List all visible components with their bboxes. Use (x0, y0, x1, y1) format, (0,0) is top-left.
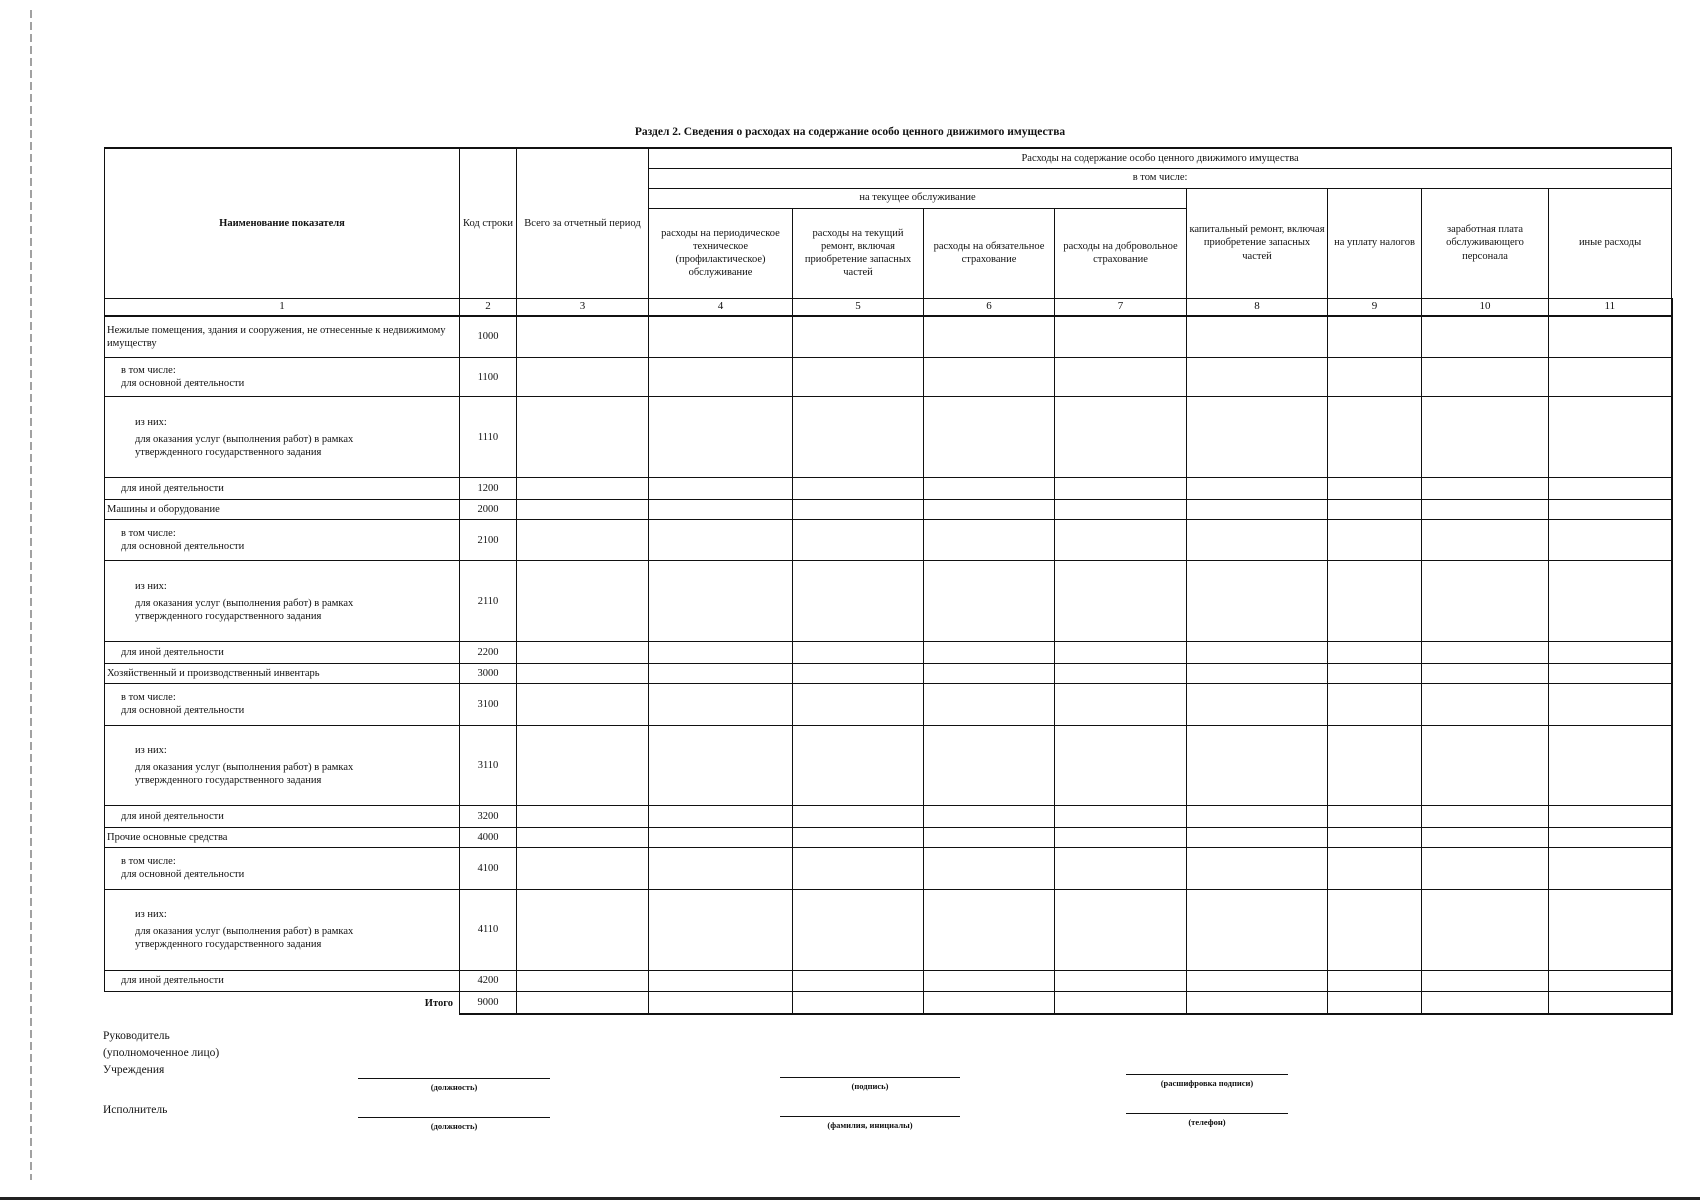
sig-line-decode (1126, 1074, 1288, 1075)
table-row (105, 358, 1672, 397)
row-code: 3110 (460, 725, 517, 806)
total-value-cell[interactable] (1187, 992, 1328, 1014)
value-cell[interactable] (517, 478, 649, 500)
value-cell[interactable] (649, 828, 793, 848)
value-cell[interactable] (1422, 561, 1549, 642)
value-cell[interactable] (924, 316, 1055, 358)
value-cell[interactable] (649, 725, 793, 806)
total-code: 9000 (460, 992, 517, 1014)
column-number: 1 (105, 298, 460, 316)
value-cell[interactable] (649, 683, 793, 725)
table-header (105, 148, 1672, 316)
total-value-cell[interactable] (793, 992, 924, 1014)
sig-cap-signature: (подпись) (851, 1081, 889, 1091)
row-code: 4000 (460, 828, 517, 848)
row-name (105, 500, 460, 520)
row-prefix: в том числе: (121, 365, 176, 377)
section-title: Раздел 2. Сведения о расходах на содержание особо ценного движимого имущества (634, 126, 1066, 138)
total-value-cell[interactable] (1422, 992, 1549, 1014)
value-cell[interactable] (517, 806, 649, 828)
column-number: 9 (1328, 298, 1422, 316)
value-cell[interactable] (1549, 500, 1672, 520)
header-col6: расходы на обязательное страхование (924, 208, 1055, 298)
row-code: 3200 (460, 806, 517, 828)
row-name (105, 683, 460, 725)
value-cell[interactable] (517, 642, 649, 664)
row-label: Нежилые помещения, здания и сооружения, не отнесенные к недвижимому имуществу (107, 324, 446, 350)
row-label: для иной деятельности (121, 647, 224, 659)
row-label: для оказания услуг (выполнения работ) в рамках утвержденного государственного задания (135, 597, 354, 622)
value-cell[interactable] (517, 848, 649, 890)
value-cell[interactable] (924, 848, 1055, 890)
value-cell[interactable] (924, 725, 1055, 806)
value-cell[interactable] (1422, 358, 1549, 397)
total-label: Итого (424, 997, 453, 1009)
value-cell[interactable] (924, 358, 1055, 397)
value-cell[interactable] (1055, 828, 1187, 848)
sig-cap-phone: (телефон) (1188, 1117, 1226, 1127)
row-name (105, 806, 460, 828)
value-cell[interactable] (517, 397, 649, 478)
row-code: 2000 (460, 500, 517, 520)
header-col9: на уплату налогов (1328, 188, 1422, 298)
value-cell[interactable] (1055, 970, 1187, 992)
value-cell[interactable] (517, 561, 649, 642)
value-cell[interactable] (793, 725, 924, 806)
value-cell[interactable] (1422, 500, 1549, 520)
value-cell[interactable] (1549, 970, 1672, 992)
value-cell[interactable] (793, 642, 924, 664)
header-col11: иные расходы (1549, 188, 1672, 298)
value-cell[interactable] (1187, 519, 1328, 561)
total-value-cell[interactable] (1055, 992, 1187, 1014)
sig-cap-decode: (расшифровка подписи) (1160, 1078, 1254, 1088)
value-cell[interactable] (1549, 828, 1672, 848)
sig-head-line2: (уполномоченное лицо) (103, 1047, 220, 1059)
value-cell[interactable] (924, 500, 1055, 520)
value-cell[interactable] (1055, 664, 1187, 684)
value-cell[interactable] (517, 316, 649, 358)
value-cell[interactable] (1055, 358, 1187, 397)
value-cell[interactable] (1328, 970, 1422, 992)
value-cell[interactable] (1422, 889, 1549, 970)
sig-line-fio (780, 1116, 960, 1117)
header-code: Код строки (460, 148, 517, 298)
header-col7: расходы на добровольное страхование (1055, 208, 1187, 298)
value-cell[interactable] (1422, 806, 1549, 828)
value-cell[interactable] (649, 848, 793, 890)
column-number: 8 (1187, 298, 1328, 316)
value-cell[interactable] (793, 683, 924, 725)
value-cell[interactable] (517, 683, 649, 725)
value-cell[interactable] (924, 397, 1055, 478)
value-cell[interactable] (649, 664, 793, 684)
value-cell[interactable] (924, 683, 1055, 725)
sig-cap-position: (должность) (430, 1082, 478, 1092)
value-cell[interactable] (1328, 316, 1422, 358)
value-cell[interactable] (1328, 500, 1422, 520)
row-name (105, 848, 460, 890)
sig-line-phone (1126, 1113, 1288, 1114)
value-cell[interactable] (1328, 725, 1422, 806)
value-cell[interactable] (1055, 561, 1187, 642)
table-row (105, 828, 1672, 848)
value-cell[interactable] (924, 970, 1055, 992)
row-prefix: в том числе: (121, 528, 176, 540)
column-number: 5 (793, 298, 924, 316)
row-name (105, 970, 460, 992)
value-cell[interactable] (1187, 683, 1328, 725)
value-cell[interactable] (1549, 358, 1672, 397)
table-row (105, 806, 1672, 828)
sig-line-signature (780, 1077, 960, 1078)
value-cell[interactable] (517, 519, 649, 561)
value-cell[interactable] (649, 806, 793, 828)
row-label: для оказания услуг (выполнения работ) в рамках утвержденного государственного задания (135, 925, 354, 951)
value-cell[interactable] (1422, 478, 1549, 500)
table-row (105, 970, 1672, 992)
value-cell[interactable] (1055, 500, 1187, 520)
header-total: Всего за отчетный период (517, 148, 649, 298)
table-row (105, 500, 1672, 520)
value-cell[interactable] (1187, 397, 1328, 478)
value-cell[interactable] (793, 848, 924, 890)
header-name: Наименование показателя (105, 148, 460, 298)
value-cell[interactable] (924, 889, 1055, 970)
value-cell[interactable] (1187, 828, 1328, 848)
row-code: 1110 (460, 397, 517, 478)
value-cell[interactable] (1187, 970, 1328, 992)
value-cell[interactable] (1549, 519, 1672, 561)
value-cell[interactable] (924, 519, 1055, 561)
value-cell[interactable] (1422, 970, 1549, 992)
value-cell[interactable] (517, 500, 649, 520)
value-cell[interactable] (793, 519, 924, 561)
value-cell[interactable] (649, 358, 793, 397)
row-name (105, 561, 460, 642)
total-value-cell[interactable] (1328, 992, 1422, 1014)
header-group-current: на текущее обслуживание (649, 188, 1187, 208)
row-name (105, 664, 460, 684)
value-cell[interactable] (1055, 725, 1187, 806)
value-cell[interactable] (1187, 806, 1328, 828)
row-name (105, 725, 460, 806)
value-cell[interactable] (1422, 664, 1549, 684)
row-label: Прочие основные средства (107, 832, 228, 844)
value-cell[interactable] (1055, 806, 1187, 828)
row-prefix: из них: (135, 744, 167, 756)
row-label: для иной деятельности (121, 811, 224, 823)
value-cell[interactable] (517, 358, 649, 397)
value-cell[interactable] (1549, 316, 1672, 358)
value-cell[interactable] (793, 889, 924, 970)
value-cell[interactable] (793, 970, 924, 992)
value-cell[interactable] (1187, 478, 1328, 500)
value-cell[interactable] (924, 478, 1055, 500)
value-cell[interactable] (517, 828, 649, 848)
value-cell[interactable] (793, 316, 924, 358)
row-name (105, 642, 460, 664)
row-name (105, 397, 460, 478)
value-cell[interactable] (1549, 848, 1672, 890)
row-label: для оказания услуг (выполнения работ) в рамках утвержденного государственного задания (135, 761, 354, 787)
value-cell[interactable] (1328, 828, 1422, 848)
value-cell[interactable] (1328, 397, 1422, 478)
column-number: 11 (1549, 298, 1672, 316)
header-col8: капитальный ремонт, включая приобретение запасных частей (1187, 188, 1328, 298)
value-cell[interactable] (517, 664, 649, 684)
row-code: 2100 (460, 519, 517, 561)
value-cell[interactable] (1549, 397, 1672, 478)
value-cell[interactable] (1328, 683, 1422, 725)
value-cell[interactable] (1422, 642, 1549, 664)
value-cell[interactable] (1549, 664, 1672, 684)
value-cell[interactable] (793, 358, 924, 397)
value-cell[interactable] (1055, 316, 1187, 358)
value-cell[interactable] (649, 500, 793, 520)
value-cell[interactable] (924, 828, 1055, 848)
total-value-cell[interactable] (924, 992, 1055, 1014)
table-row (105, 397, 1672, 478)
value-cell[interactable] (793, 806, 924, 828)
sig-line-position (358, 1078, 550, 1079)
value-cell[interactable] (1549, 725, 1672, 806)
row-prefix: в том числе: (121, 692, 176, 704)
row-name (105, 519, 460, 561)
column-number: 10 (1422, 298, 1549, 316)
row-name (105, 828, 460, 848)
value-cell[interactable] (517, 725, 649, 806)
row-label: Хозяйственный и производственный инвентарь (107, 668, 320, 680)
row-prefix: из них: (135, 580, 167, 592)
value-cell[interactable] (1328, 848, 1422, 890)
table-row (105, 561, 1672, 642)
value-cell[interactable] (1187, 316, 1328, 358)
table-row (105, 642, 1672, 664)
value-cell[interactable] (1055, 848, 1187, 890)
value-cell[interactable] (649, 397, 793, 478)
row-code: 1000 (460, 316, 517, 358)
row-name (105, 889, 460, 970)
row-code: 3000 (460, 664, 517, 684)
table-row (105, 664, 1672, 684)
row-code: 3100 (460, 683, 517, 725)
value-cell[interactable] (1187, 848, 1328, 890)
value-cell[interactable] (1055, 519, 1187, 561)
row-prefix: из них: (135, 416, 167, 428)
value-cell[interactable] (793, 561, 924, 642)
value-cell[interactable] (793, 828, 924, 848)
column-number: 7 (1055, 298, 1187, 316)
sig-line-position2 (358, 1117, 550, 1118)
sig-executor: Исполнитель (103, 1104, 168, 1116)
scan-edge-left (30, 10, 32, 1180)
header-col4: расходы на периодическое техническое (профилактическое) обслуживание (649, 208, 793, 298)
row-code: 2110 (460, 561, 517, 642)
row-code: 4200 (460, 970, 517, 992)
row-label: для иной деятельности (121, 975, 224, 987)
row-code: 2200 (460, 642, 517, 664)
table-row (105, 316, 1672, 358)
row-label: для основной деятельности (121, 869, 245, 881)
value-cell[interactable] (1187, 561, 1328, 642)
value-cell[interactable] (924, 642, 1055, 664)
value-cell[interactable] (1549, 683, 1672, 725)
column-numbers-row (105, 298, 1672, 316)
value-cell[interactable] (1055, 889, 1187, 970)
column-number: 2 (460, 298, 517, 316)
header-col5: расходы на текущий ремонт, включая приобретение запасных частей (793, 208, 924, 298)
value-cell[interactable] (1549, 806, 1672, 828)
total-row (105, 992, 1672, 1014)
value-cell[interactable] (1422, 828, 1549, 848)
total-value-cell[interactable] (1549, 992, 1672, 1014)
value-cell[interactable] (649, 316, 793, 358)
value-cell[interactable] (649, 970, 793, 992)
value-cell[interactable] (793, 397, 924, 478)
value-cell[interactable] (1055, 478, 1187, 500)
header-col10: заработная плата обслуживающего персонала (1422, 188, 1549, 298)
value-cell[interactable] (1328, 519, 1422, 561)
column-number: 6 (924, 298, 1055, 316)
value-cell[interactable] (1422, 397, 1549, 478)
column-number: 3 (517, 298, 649, 316)
row-prefix: в том числе: (121, 856, 176, 868)
table-row (105, 725, 1672, 806)
value-cell[interactable] (649, 642, 793, 664)
table-row (105, 478, 1672, 500)
row-label: Машины и оборудование (107, 503, 220, 515)
row-prefix: из них: (135, 908, 167, 920)
row-label: для основной деятельности (121, 705, 245, 717)
value-cell[interactable] (1187, 725, 1328, 806)
row-label: для основной деятельности (121, 378, 245, 390)
table-row (105, 889, 1672, 970)
row-code: 1100 (460, 358, 517, 397)
value-cell[interactable] (649, 478, 793, 500)
value-cell[interactable] (793, 478, 924, 500)
value-cell[interactable] (1549, 642, 1672, 664)
value-cell[interactable] (517, 970, 649, 992)
sig-cap-fio: (фамилия, инициалы) (827, 1120, 913, 1130)
table-row (105, 519, 1672, 561)
value-cell[interactable] (1328, 642, 1422, 664)
value-cell[interactable] (649, 561, 793, 642)
table-row (105, 683, 1672, 725)
value-cell[interactable] (1328, 664, 1422, 684)
value-cell[interactable] (1055, 397, 1187, 478)
row-label: для основной деятельности (121, 541, 245, 553)
total-value-cell[interactable] (517, 992, 649, 1014)
value-cell[interactable] (649, 889, 793, 970)
sig-head-line1: Руководитель (103, 1030, 170, 1042)
value-cell[interactable] (1055, 642, 1187, 664)
row-code: 4110 (460, 889, 517, 970)
value-cell[interactable] (1422, 683, 1549, 725)
value-cell[interactable] (1328, 561, 1422, 642)
value-cell[interactable] (1187, 642, 1328, 664)
value-cell[interactable] (1055, 683, 1187, 725)
value-cell[interactable] (1422, 316, 1549, 358)
value-cell[interactable] (1422, 519, 1549, 561)
value-cell[interactable] (517, 889, 649, 970)
table-row (105, 848, 1672, 890)
value-cell[interactable] (1549, 889, 1672, 970)
value-cell[interactable] (924, 664, 1055, 684)
value-cell[interactable] (1187, 664, 1328, 684)
column-number: 4 (649, 298, 793, 316)
value-cell[interactable] (1187, 500, 1328, 520)
value-cell[interactable] (924, 806, 1055, 828)
value-cell[interactable] (793, 664, 924, 684)
value-cell[interactable] (1328, 889, 1422, 970)
header-group-main: Расходы на содержание особо ценного движимого имущества (649, 148, 1672, 168)
value-cell[interactable] (649, 519, 793, 561)
row-name (105, 358, 460, 397)
row-label: для иной деятельности (121, 483, 224, 495)
value-cell[interactable] (1187, 358, 1328, 397)
row-code: 1200 (460, 478, 517, 500)
sig-head-line3: Учреждения (103, 1064, 165, 1076)
row-name (105, 478, 460, 500)
value-cell[interactable] (1549, 478, 1672, 500)
row-code: 4100 (460, 848, 517, 890)
total-value-cell[interactable] (649, 992, 793, 1014)
row-label: для оказания услуг (выполнения работ) в рамках утвержденного государственного задания (135, 433, 354, 458)
value-cell[interactable] (1328, 478, 1422, 500)
expenses-table (104, 147, 1673, 1015)
value-cell[interactable] (1422, 725, 1549, 806)
value-cell[interactable] (1422, 848, 1549, 890)
value-cell[interactable] (924, 561, 1055, 642)
value-cell[interactable] (1549, 561, 1672, 642)
header-group-incl: в том числе: (649, 168, 1672, 188)
value-cell[interactable] (1328, 358, 1422, 397)
sig-cap-position2: (должность) (430, 1121, 478, 1131)
value-cell[interactable] (1328, 806, 1422, 828)
row-name (105, 316, 460, 358)
value-cell[interactable] (1187, 889, 1328, 970)
table-body (105, 316, 1672, 1014)
value-cell[interactable] (793, 500, 924, 520)
